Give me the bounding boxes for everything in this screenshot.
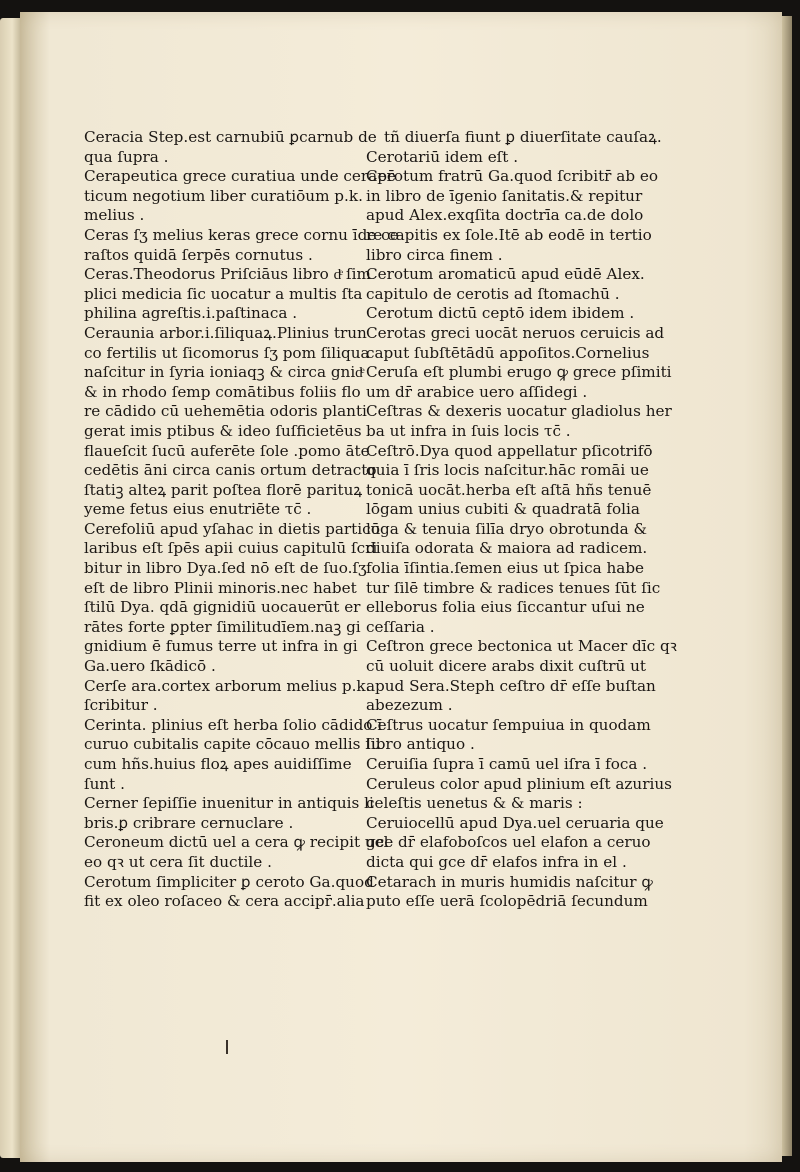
glossary-entry [84,794,374,833]
page-fore-edge [782,16,792,1156]
text-line: in libro de īgenio ſanitatis.& repitur [366,186,643,205]
text-line: Ceſtrō.Dya quod appellatur pſicotrifō [366,441,653,460]
text-line: fit ex oleo roſaceo & cera accipr̄.alia [84,892,365,911]
text-line: philina agreſtis.i.paſtinaca . [84,304,298,323]
glossary-entry [366,813,664,873]
text-line: flaueſcit ſucū auferēte ſole .pomo āte [84,441,370,460]
text-line: Ceruiſia ſupra ī camū uel iſra ī foca . [366,755,648,773]
text-line: ticum negotium liber curatiōum p.k. [84,186,363,205]
text-line: Ga.uero ſkādicō . [84,657,216,676]
glossary-entry [366,402,672,441]
text-line: Ceras.Theodorus Priſciāus libro dͤ ſim [84,265,371,284]
text-line: caput ſubſtētādū appoſitos.Cornelius [366,343,650,362]
text-line: ſcribitur . [84,696,158,715]
left-text-column [84,128,399,912]
text-line: tur ſilē timbre & radices tenues ſūt ſic [366,578,661,597]
glossary-entry [84,715,383,794]
text-line: Cerefoliū apud yſahac in dietis particu [84,519,381,538]
glossary-entry [84,519,381,677]
text-line: Cerotum fratrū Ga.quod ſcribitr̄ ab eo [366,167,658,186]
glossary-entry [366,637,677,715]
text-line: co fertilis ut ſicomorus ſʒ pom ſiliqua [84,343,370,362]
glossary-entry [84,225,399,265]
text-line: rātes forte ꝑpter ſimilitudīem.naꝫ gi [84,617,361,636]
text-line: gce dr̄ elafoboſcos uel elafon a ceruo [366,833,651,852]
text-line: Ceruſa eſt plumbi erugo ꝙ grece pſimiti [366,363,672,382]
text-line: curuo cubitalis capite cōcauo mellis ſu [84,735,381,754]
text-line: Ceſtras & dexeris uocatur gladiolus her [366,402,672,421]
glossary-entry [84,676,371,716]
text-line: yeme fetus eius enutriēte τc̄ . [84,500,312,519]
glossary-entry [366,755,648,775]
text-line: Cerner ſepiſſie inuenitur in antiquis li [84,794,374,813]
text-line: Ceracia Step.est carnubiū ꝑcarnub de [84,128,377,146]
text-line: Ceras ſʒ melius keras grece cornu īde ce [84,225,399,244]
glossary-entry [366,363,672,402]
text-line: Ceraunia arbor.i.ſiliquaꝝ.Plinius trun [84,323,367,342]
glossary-entry [366,715,651,755]
text-line: Ceroneum dictū uel a cera ꝙ recipit uel [84,833,389,852]
text-line: capitulo de cerotis ad ſtomachū . [366,284,620,303]
glossary-entry [366,148,636,168]
text-line: bitur in libro Dya.ſed nō eſt de ſuo.ſʒ [84,559,367,578]
text-line: dicta qui gce dr̄ elafos infra in el . [366,852,627,871]
text-line: folia īſintia.ſemen eius ut ſpica habe [366,559,645,578]
text-line: Cerotum dictū ceptō idem ibidem . [366,304,635,323]
glossary-entry [366,265,645,304]
text-line: gerat imis ptibus & ideo ſuſficietēus [84,421,362,440]
text-line: lōgam unius cubiti & quadratā folia [366,500,640,519]
glossary-entry [366,323,665,363]
glossary-entry [84,323,377,520]
glossary-entry [84,128,377,167]
glossary-entry [84,833,389,872]
text-line: ſunt . [84,774,125,793]
glossary-entry [366,167,658,265]
text-line: raſtos quidā ſerpēs cornutus . [84,245,313,264]
glossary-entry [84,265,371,324]
text-line: gnidium ē fumus terre ut infra in gi [84,637,358,656]
text-line: eſt de libro Plinii minoris.nec habet [84,578,357,597]
text-line: um dr̄ arabice uero aſſidegi . [366,382,588,401]
text-line: apud Sera.Steph ceſtro dr̄ eſſe buſtan [366,676,656,695]
text-line: tonicā uocāt.herba eſt aſtā hñs tenuē [366,480,652,499]
glossary-entry [366,441,661,638]
text-line: bris.ꝑ cribrare cernuclare . [84,813,294,832]
text-line: puto eſſe uerā ſcolopēdriā ſecundum [366,892,648,911]
text-line: quia ī ſris locis naſcitur.hāc romāi ue [366,461,649,480]
text-line: diuiſa odorata & maiora ad radicem. [366,539,648,558]
text-line: eo qꝛ ut cera ſit ductile . [84,852,272,871]
text-line: cedētis āni circa canis ortum detracto [84,461,377,480]
glossary-entry [366,774,672,814]
previous-leaf-edge [0,18,22,1158]
text-line: Ceruleus color apud plinium eſt azurius [366,774,672,793]
text-line: Cerotum aromaticū apud eūdē Alex. [366,265,645,284]
text-line: libro antiquo . [366,735,475,754]
text-line: Cerotum ſimpliciter ꝑ ceroto Ga.quod [84,872,374,891]
text-line: Cetarach in muris humidis naſcitur ꝙ [366,872,653,891]
text-line: cū uoluit dicere arabs dixit cuſtrū ut [366,657,647,676]
text-line: Cerapeutica grece curatiua unde cerapē [84,167,396,186]
text-line: qua ſupra . [84,147,169,166]
text-line: re cādido cū uehemētia odoris planti [84,402,367,421]
text-line: naſcitur in ſyria ioniaqꝫ & circa gnidͤ [84,363,363,382]
text-line: cum hñs.huius floꝝ apes auidiſſime [84,755,352,773]
glossary-entry [366,128,662,148]
text-line: celeſtis uenetus & & maris : [366,794,583,813]
right-text-column [366,128,677,912]
glossary-entry [84,872,374,912]
glossary-entry [366,304,636,324]
text-line: tñ diuerſa fiunt ꝑ diuerſitate cauſaꝝ. [384,128,662,146]
text-line: Cerſe ara.cortex arborum melius p.k. [84,676,371,695]
text-line: Cerinta. plinius eſt herba ſolio cādido ī [84,715,383,734]
text-line: lōga & tenuia ſilīa dryo obrotunda & [366,519,648,538]
glossary-entry [84,167,396,226]
text-line: Cerotariū idem eſt . [366,147,519,166]
text-line: plici medicia ſic uocatur a multis ſta [84,284,363,303]
text-line: Ceſtrus uocatur ſempuiua in quodam [366,715,651,734]
text-line: laribus eſt ſpēs apii cuius capitulū ſcri [84,539,378,558]
text-line: libro circa finem . [366,245,503,264]
ink-mark [226,1040,228,1054]
text-line: ſtatiꝫ alteꝝ parit poſtea florē parituꝝ [84,480,363,499]
text-line: melius . [84,206,145,225]
text-line: apud Alex.exqſita doctrīa ca.de dolo [366,206,644,225]
text-line: ſtilū Dya. qdā gignidiū uocauerūt er [84,598,361,617]
text-line: & in rhodo ſemp comātibus foliis flo [84,382,361,401]
text-line: Ceſtron grece bectonica ut Macer dīc qꝛ [366,637,677,656]
text-line: re capitis ex ſole.Itē ab eodē in tertio [366,225,652,244]
text-line: Ceruiocellū apud Dya.uel ceruaria que [366,813,664,832]
text-line: Cerotas greci uocāt neruos ceruicis ad [366,323,665,342]
text-line: ceſſaria . [366,617,435,636]
text-line: elleborus folia eius ſiccantur uſui ne [366,598,645,617]
text-line: abezezum . [366,696,453,715]
text-line: ba ut infra in ſuis locis τc̄ . [366,421,571,440]
glossary-entry [366,872,653,912]
